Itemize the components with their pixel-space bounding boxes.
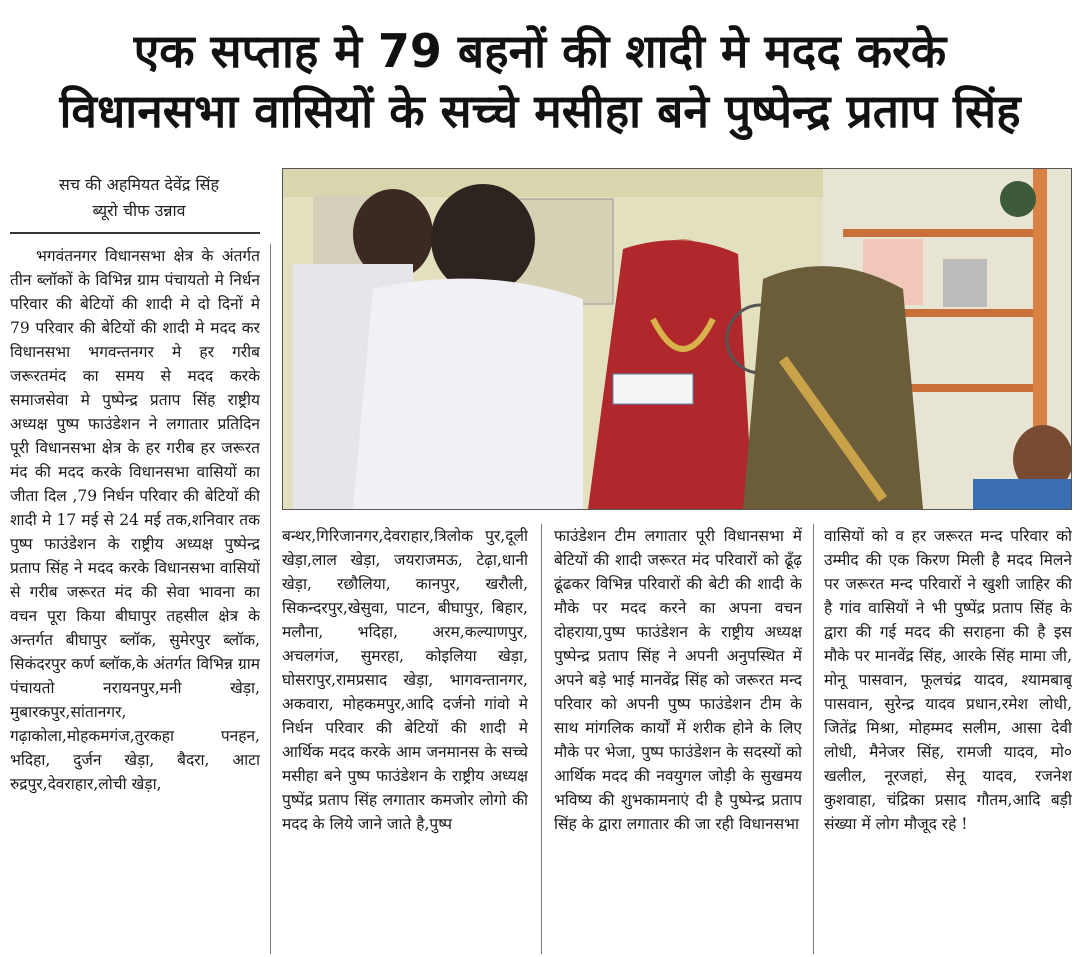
byline [8,172,270,224]
headline [0,22,1080,142]
byline-reporter: सच की अहमियत देवेंद्र सिंह [59,175,219,194]
headline-line-2: विधानसभा वासियों के सच्चे मसीहा बने पुष्पेन्द्र प्रताप सिंह [59,84,1021,138]
column-divider [541,524,542,954]
article-column-1: भगवंतनगर विधानसभा क्षेत्र के अंतर्गत तीन ब्लॉकों के विभिन्न ग्राम पंचायतो मे निर्धन परिवार की बेटियों की शादी मे दो दिनों मे 79 परिवार की बेटियों की शादी मे मदद कर विधानसभा भगवन्तनगर मे हर गरीब जरूरतमंद का समय से मदद करके समाजसेवा मे पुष्पेन्द्र प्रताप सिंह राष्ट्रीय अध्यक्ष पुष्प फाउंडेशन ने लगातार प्रतिदिन पूरी विधानसभा क्षेत्र के हर गरीब हर जरूरत मंद की मदद करके विधानसभा वासियों का जीता दिल ,79 निर्धन परिवार की बेटियों की शादी मे 17 मई से 24 मई तक,शनिवार तक पुष्प फाउंडेशन के राष्ट्रीय अध्यक्ष पुष्पेन्द्र प्रताप सिंह ने मदद करके विधानसभा वासियों से गरीब जरूरत मंद की सेवा भावना का वचन पूरा किया बीघापुर तहसील क्षेत्र के अन्तर्गत बीघापुर ब्लॉक, सुमेरपुर ब्लॉक, सिकंदरपुर कर्ण ब्लॉक,के अंतर्गत विभिन्न ग्राम पंचायतो नरायनपुर,मनी खेड़ा, मुबारकपुर,सांतानगर, गढ़ाकोला,मोहकमगंज,तुरकहा पनहन, भदिहा, दुर्जन खेड़ा, बैदरा, आटा रुद्रपुर,देवराहार,लोची खेड़ा, [10,247,260,793]
byline-divider [10,232,260,234]
photo-illustration [283,169,1071,509]
headline-line-1: एक सप्ताह मे 79 बहनों की शादी मे मदद करके [133,24,947,78]
byline-designation: ब्यूरो चीफ उन्नाव [92,201,186,220]
article-column-2: बन्थर,गिरिजानगर,देवराहार,त्रिलोक पुर,दूली खेड़ा,लाल खेड़ा, जयराजमऊ, टेढ़ा,धानी खेड़ा, रछौलिया, कानपुर, खरौली, सिकन्दरपुर,खेसुवा, पाटन, बीघापुर, बिहार, मलौना, भदिहा, अरम,कल्याणपुर, अचलगंज, सुमरहा, कोइलिया खेड़ा, घोसरापुर,रामप्रसाद खेड़ा, भागवन्तानगर, अकवारा, मोहकमपुर,आदि दर्जनो गांवो मे निर्धन परिवार की बेटियों की शादी मे आर्थिक मदद करके आम जनमानस के सच्चे मसीहा बने पुष्प फाउंडेशन के राष्ट्रीय अध्यक्ष पुष्पेंद्र प्रताप सिंह लगातार कमजोर लोगो की मदद के लिये जाने जाते है,पुष्प [282,527,528,833]
column-divider [270,244,271,954]
article-column-3: फाउंडेशन टीम लगातार पूरी विधानसभा में बेटियों की शादी जरूरत मंद परिवारों को ढूँढ़ ढूंढकर विभिन्न परिवारों की बेटी की शादी के मौके पर मदद करने का अपना वचन दोहराया,पुष्प फाउंडेशन के राष्ट्रीय अध्यक्ष पुष्पेन्द्र प्रताप सिंह ने अपनी अनुपस्थित में अपने बड़े भाई मानवेंद्र सिंह को जरूरत मन्द परिवार को अपनी पुष्प फाउंडेशन टीम के साथ मांगलिक कार्यों में शरीक होने के लिए मौके पर भेजा, पुष्प फाउंडेशन के सदस्यों को आर्थिक मदद की नवयुगल जोड़ी के सुखमय भविष्य की शुभकामनाएं दी है पुष्पेन्द्र प्रताप सिंह के द्वारा लगातार की जा रही विधानसभा [554,527,802,833]
article-photo [282,168,1072,510]
column-divider [813,524,814,954]
article-column-4: वासियों को व हर जरूरत मन्द परिवार को उम्मीद की एक किरण मिली है मदद मिलने पर जरूरत मन्द परिवारों ने खुशी जाहिर की है गांव वासियों ने भी पुष्पेंद्र प्रताप सिंह के द्वारा की गई मदद की सराहना की है इस मौके पर मानवेंद्र सिंह, आरके सिंह मामा जी, मोनू पासवान, फूलचंद्र यादव, श्यामबाबू पासवान, सुरेन्द्र यादव प्रधान,रमेश लोधी, जितेंद्र मिश्रा, मोहम्मद सलीम, आसा देवी लोधी, मैनेजर सिंह, रामजी यादव, मो० खलील, नूरजहां, सेनू यादव, रजनेश कुशवाहा, चंद्रिका प्रसाद गौतम,आदि बड़ी संख्या में लोग मौजूद रहे ! [824,527,1072,833]
